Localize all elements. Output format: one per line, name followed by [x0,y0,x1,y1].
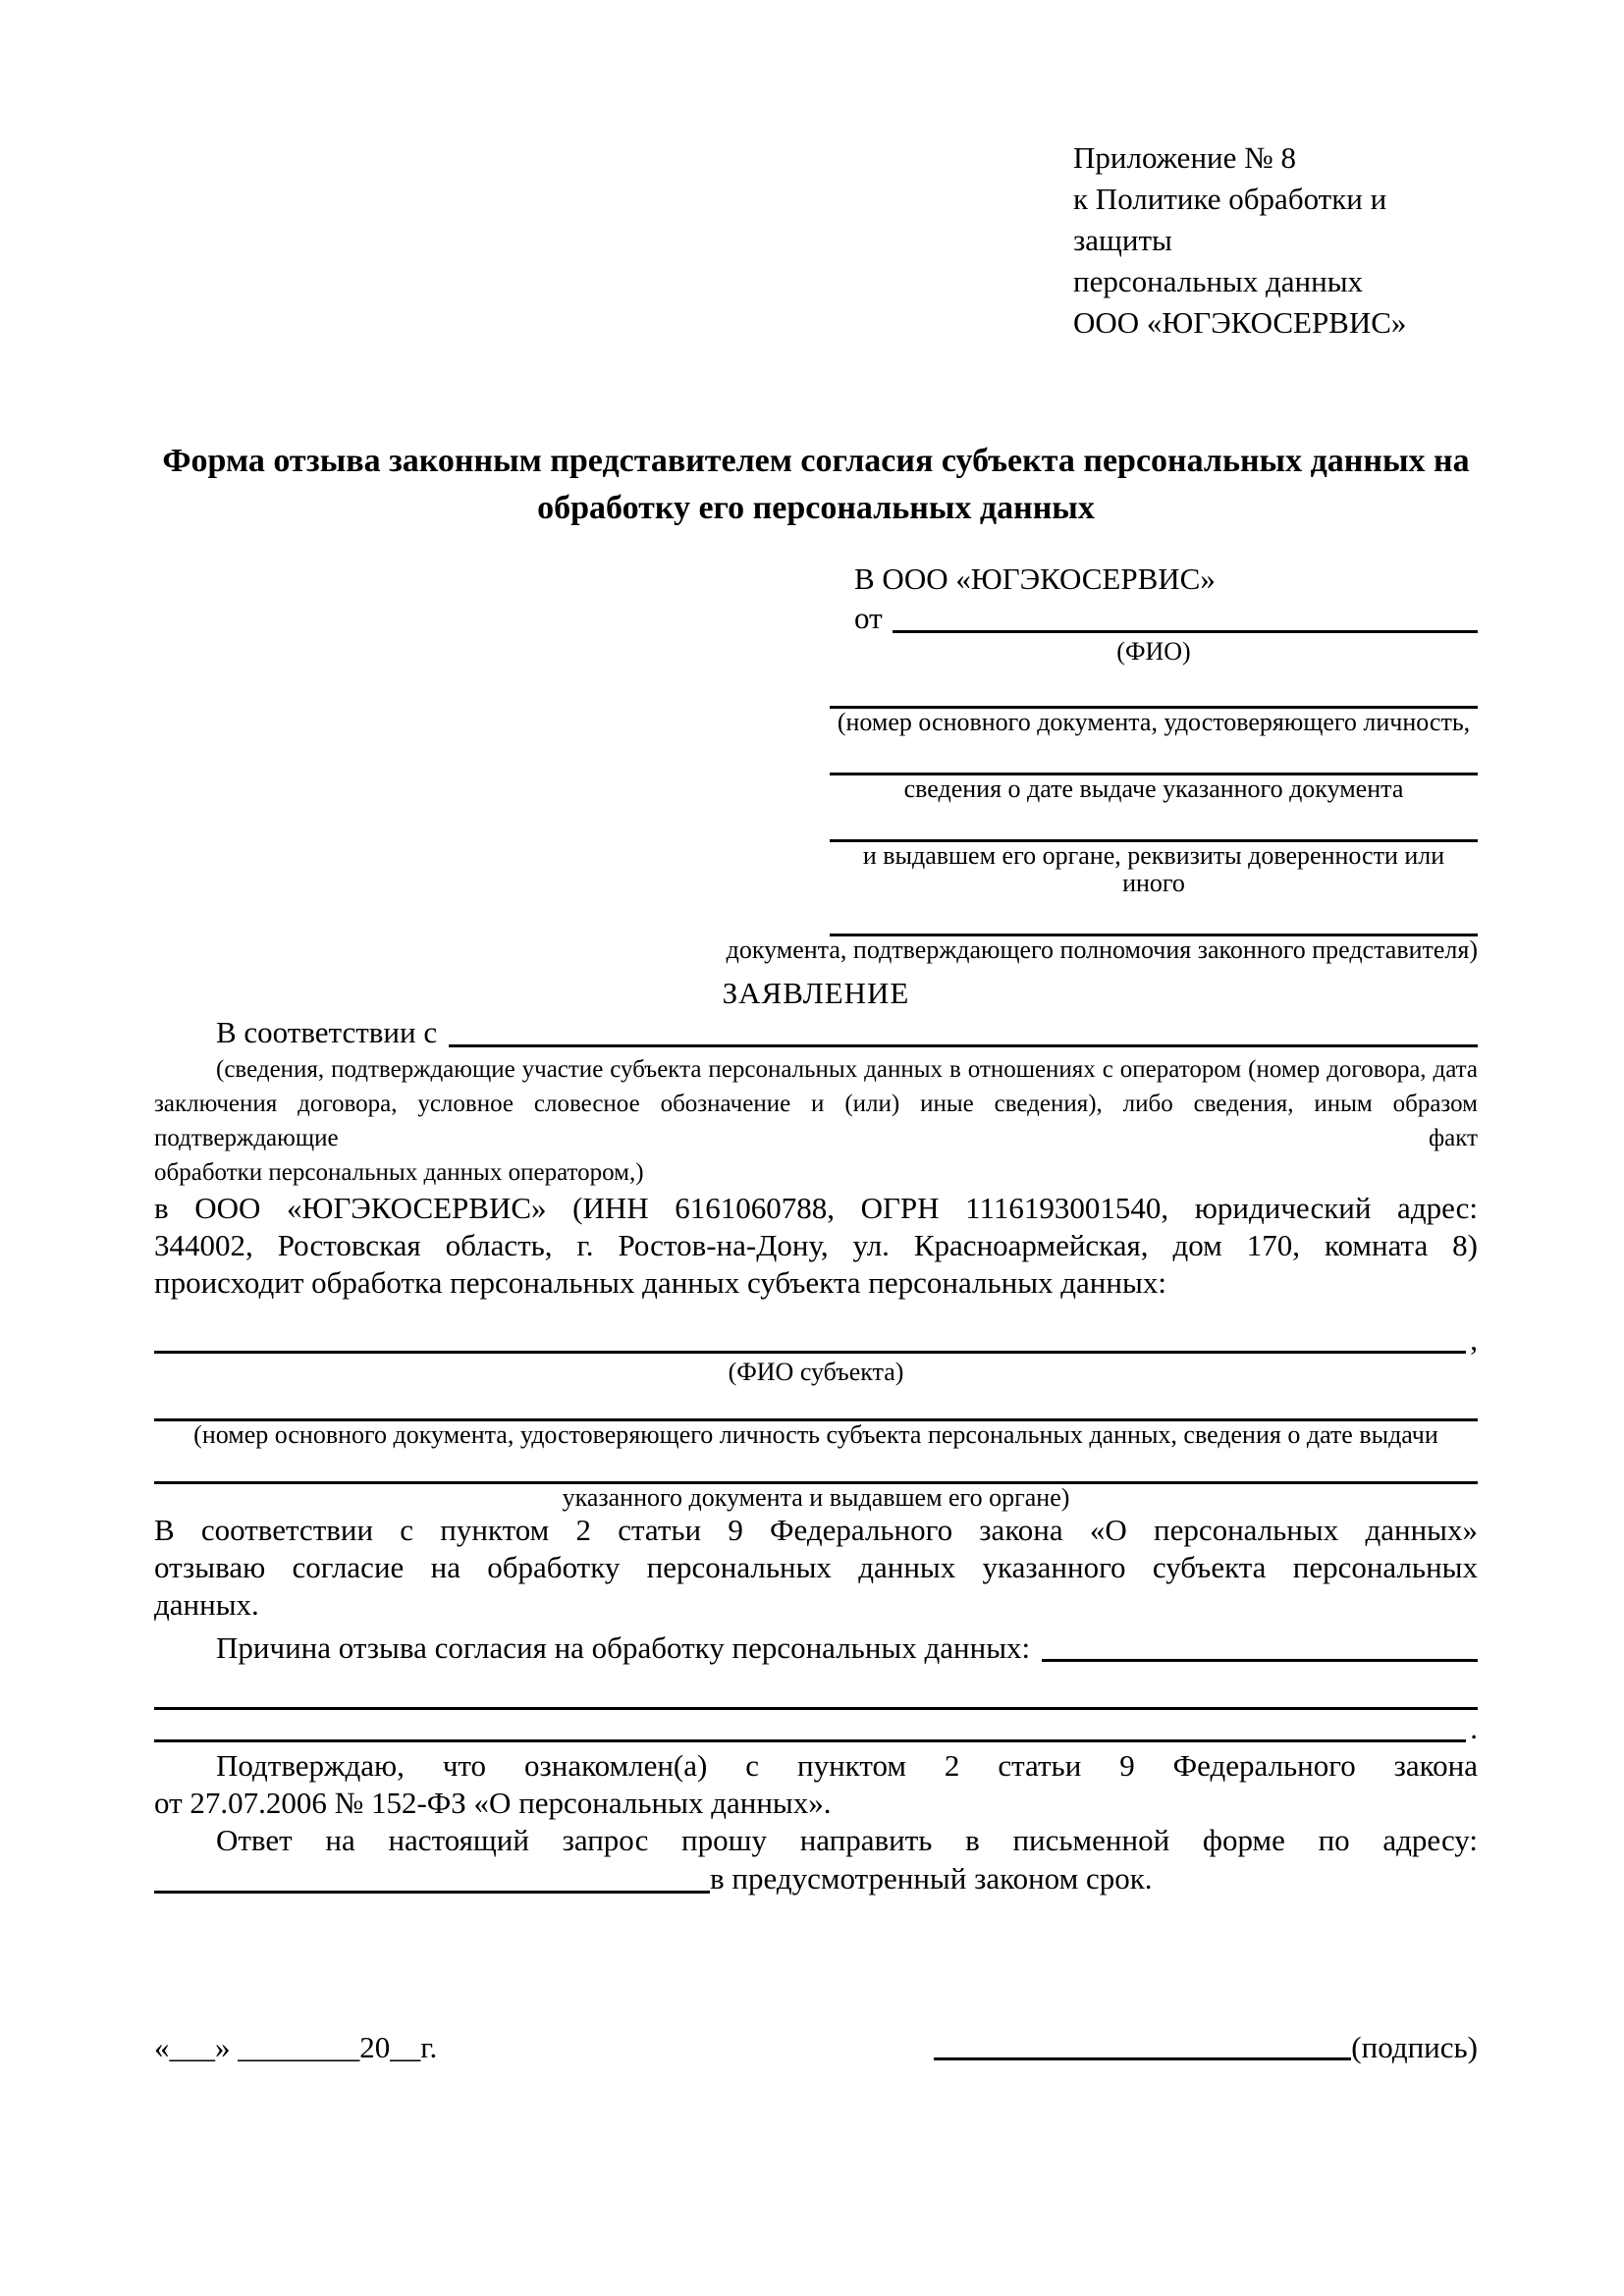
footer-row [154,2028,1478,2067]
document-title: Форма отзыва законным представителем согласия субъекта персональных данных на обработку его персональных данных [162,443,1470,526]
intro-row [154,1013,1478,1052]
address-blank-line [154,1859,710,1894]
recipient-block [726,560,1478,964]
withdraw-line: данных. [154,1587,259,1622]
signature-caption: (подпись) [1351,2030,1478,2064]
doc-number-blank-line [830,666,1478,709]
appendix-line: персональных данных [1073,264,1364,298]
intro-caption-line: обработки персональных данных оператором,) [154,1159,644,1186]
representative-doc-blank-line [830,897,1478,936]
doc-issue-date-blank-line [830,736,1478,775]
operator-paragraph [154,1190,1478,1302]
doc-authority-blank-line [830,803,1478,842]
operator-line: в ООО «ЮГЭКОСЕРВИС» (ИНН 6161060788, ОГРН 1116193001540, юридический адрес: [154,1191,1478,1225]
confirm-line: от 27.07.2006 № 152-ФЗ «О персональных данных». [154,1786,832,1820]
doc-caption: (номер основного документа, удостоверяющего личность, [837,708,1471,736]
appendix-header [1073,137,1478,344]
basis-blank-line [449,1013,1478,1047]
appendix-line: Приложение № 8 [1073,140,1296,175]
comma-mark: , [1470,1322,1478,1357]
confirm-paragraph [154,1747,1478,1822]
operator-line: происходит обработка персональных данных субъекта персональных данных: [154,1265,1166,1300]
doc-caption: и выдавшем его органе, реквизиты доверенности или иного [862,841,1445,897]
reason-blank-line-2 [154,1667,1478,1710]
date-line: «___» ________20__г. [154,2030,438,2064]
operator-line: 344002, Ростовская область, г. Ростов-на-Дону, ул. Красноармейская, дом 170, комната 8) [154,1228,1478,1262]
reason-row [154,1629,1478,1667]
intro-caption [154,1052,1478,1190]
intro-prefix: В соответствии с [216,1015,438,1049]
intro-caption-line: (сведения, подтверждающие участие субъекта персональных данных в отношениях с оператором (номер договора, дата [216,1056,1478,1083]
subject-fio-caption: (ФИО субъекта) [728,1358,904,1386]
subject-doc-blank-line [154,1386,1478,1421]
recipient-to: В ООО «ЮГЭКОСЕРВИС» [854,561,1216,596]
reason-label: Причина отзыва согласия на обработку персональных данных: [216,1630,1031,1665]
confirm-line: Подтверждаю, что ознакомлен(а) с пунктом 2 статьи 9 Федерального закона [216,1748,1478,1783]
response-line-1: Ответ на настоящий запрос прошу направить в письменной форме по адресу: [216,1823,1478,1857]
subject-doc-caption: (номер основного документа, удостоверяющего личность субъекта персональных данных, сведения о дате выдачи [193,1420,1438,1449]
subject-doc-caption: указанного документа и выдавшем его органе) [562,1483,1070,1512]
reason-row-3 [154,1710,1478,1747]
subject-fio-blank-line [154,1321,1466,1354]
signature-blank-line [934,2057,1351,2060]
withdraw-line: В соответствии с пунктом 2 статьи 9 Федерального закона «О персональных данных» [154,1513,1478,1547]
doc-caption: документа, подтверждающего полномочия законного представителя) [726,935,1478,964]
reason-blank-line-3 [154,1739,1466,1742]
appendix-line: к Политике обработки и защиты [1073,182,1387,257]
appendix-line: ООО «ЮГЭКОСЕРВИС» [1073,305,1407,340]
subject-doc-blank-line [154,1449,1478,1484]
subject-fio-row [154,1321,1478,1359]
reason-blank-line [1042,1629,1478,1662]
response-line-2-text: в предусмотренный законом срок. [710,1861,1153,1896]
doc-caption: сведения о дате выдаче указанного документа [903,774,1404,803]
intro-caption-line: заключения договора, условное словесное обозначение и (или) иные сведения), либо сведения, иным образом подтверждающие факт [154,1091,1478,1151]
response-row-2 [154,1859,1478,1898]
from-label: от [854,601,883,635]
recipient-from-row [830,599,1478,638]
withdraw-line: отзываю согласие на обработку персональных данных указанного субъекта персональных [154,1550,1478,1584]
withdraw-paragraph [154,1512,1478,1624]
signature-group [934,2028,1478,2067]
statement-heading: ЗАЯВЛЕНИЕ [722,976,910,1010]
period-mark: . [1470,1711,1478,1745]
fio-caption: (ФИО) [1116,637,1191,666]
fio-blank-line [893,599,1478,633]
